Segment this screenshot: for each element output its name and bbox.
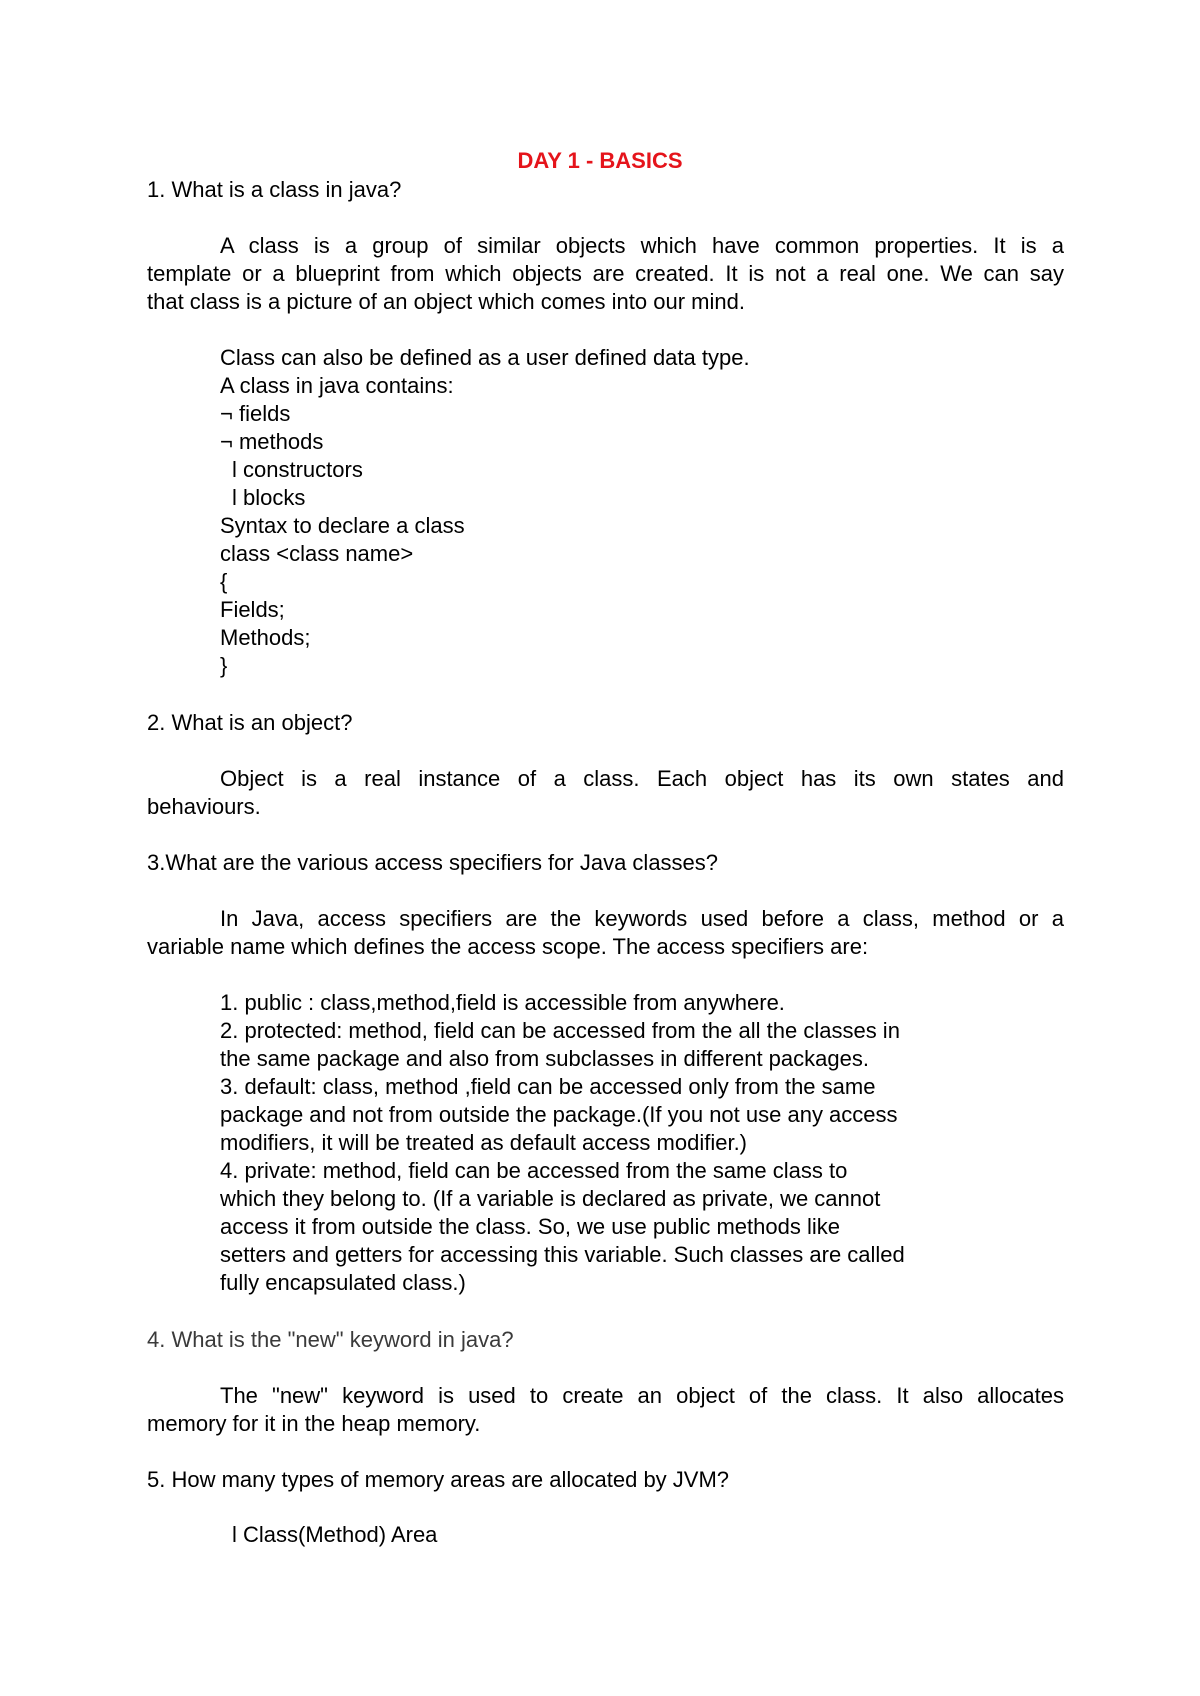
q3-list-line: fully encapsulated class.) (220, 1270, 466, 1295)
question-4: 4. What is the "new" keyword in java? (147, 1327, 514, 1352)
q1-code-line: } (220, 653, 228, 678)
q1-text-line: Class can also be defined as a user defined data type. (220, 345, 750, 370)
q1-code-line: { (220, 569, 228, 594)
q3-list-line: package and not from outside the package.(If you not use any access (220, 1102, 898, 1127)
q1-list-item: l blocks (232, 485, 306, 510)
q1-code-line: Fields; (220, 597, 285, 622)
q3-list-line: 4. private: method, field can be accessed from the same class to (220, 1158, 848, 1183)
q2-paragraph-line: Object is a real instance of a class. Each object has its own states and (220, 766, 1064, 791)
page-title: DAY 1 - BASICS (517, 148, 683, 173)
q1-code-line: Methods; (220, 625, 311, 650)
q1-paragraph-line: A class is a group of similar objects which have common properties. It is a (220, 233, 1064, 258)
q3-list-line: 3. default: class, method ,field can be accessed only from the same (220, 1074, 876, 1099)
q3-list-line: 2. protected: method, field can be accessed from the all the classes in (220, 1018, 900, 1043)
q4-paragraph-line: memory for it in the heap memory. (147, 1411, 481, 1436)
q3-list-line: the same package and also from subclasses in different packages. (220, 1046, 869, 1071)
q3-paragraph-line: In Java, access specifiers are the keywords used before a class, method or a (220, 906, 1064, 931)
q1-list-item: l constructors (232, 457, 363, 482)
q1-code-line: class <class name> (220, 541, 414, 566)
q1-text-line: A class in java contains: (220, 373, 454, 398)
question-3: 3.What are the various access specifiers for Java classes? (147, 850, 719, 875)
q3-list-line: which they belong to. (If a variable is declared as private, we cannot (220, 1186, 881, 1211)
q3-list-line: access it from outside the class. So, we use public methods like (220, 1214, 840, 1239)
q5-list-item: l Class(Method) Area (232, 1522, 438, 1547)
q1-text-line: Syntax to declare a class (220, 513, 465, 538)
q3-list-line: modifiers, it will be treated as default access modifier.) (220, 1130, 748, 1155)
q3-list-line: setters and getters for accessing this variable. Such classes are called (220, 1242, 905, 1267)
question-5: 5. How many types of memory areas are allocated by JVM? (147, 1467, 730, 1492)
q1-paragraph-line: that class is a picture of an object which comes into our mind. (147, 289, 745, 314)
q3-paragraph-line: variable name which defines the access scope. The access specifiers are: (147, 934, 869, 959)
q1-list-item: ¬ methods (220, 429, 324, 454)
q4-paragraph-line: The "new" keyword is used to create an object of the class. It also allocates (220, 1383, 1064, 1408)
question-2: 2. What is an object? (147, 710, 353, 735)
q3-list-line: 1. public : class,method,field is accessible from anywhere. (220, 990, 785, 1015)
question-1: 1. What is a class in java? (147, 177, 402, 202)
q1-paragraph-line: template or a blueprint from which objects are created. It is not a real one. We can say (147, 261, 1064, 286)
q2-paragraph-line: behaviours. (147, 794, 261, 819)
q1-list-item: ¬ fields (220, 401, 291, 426)
